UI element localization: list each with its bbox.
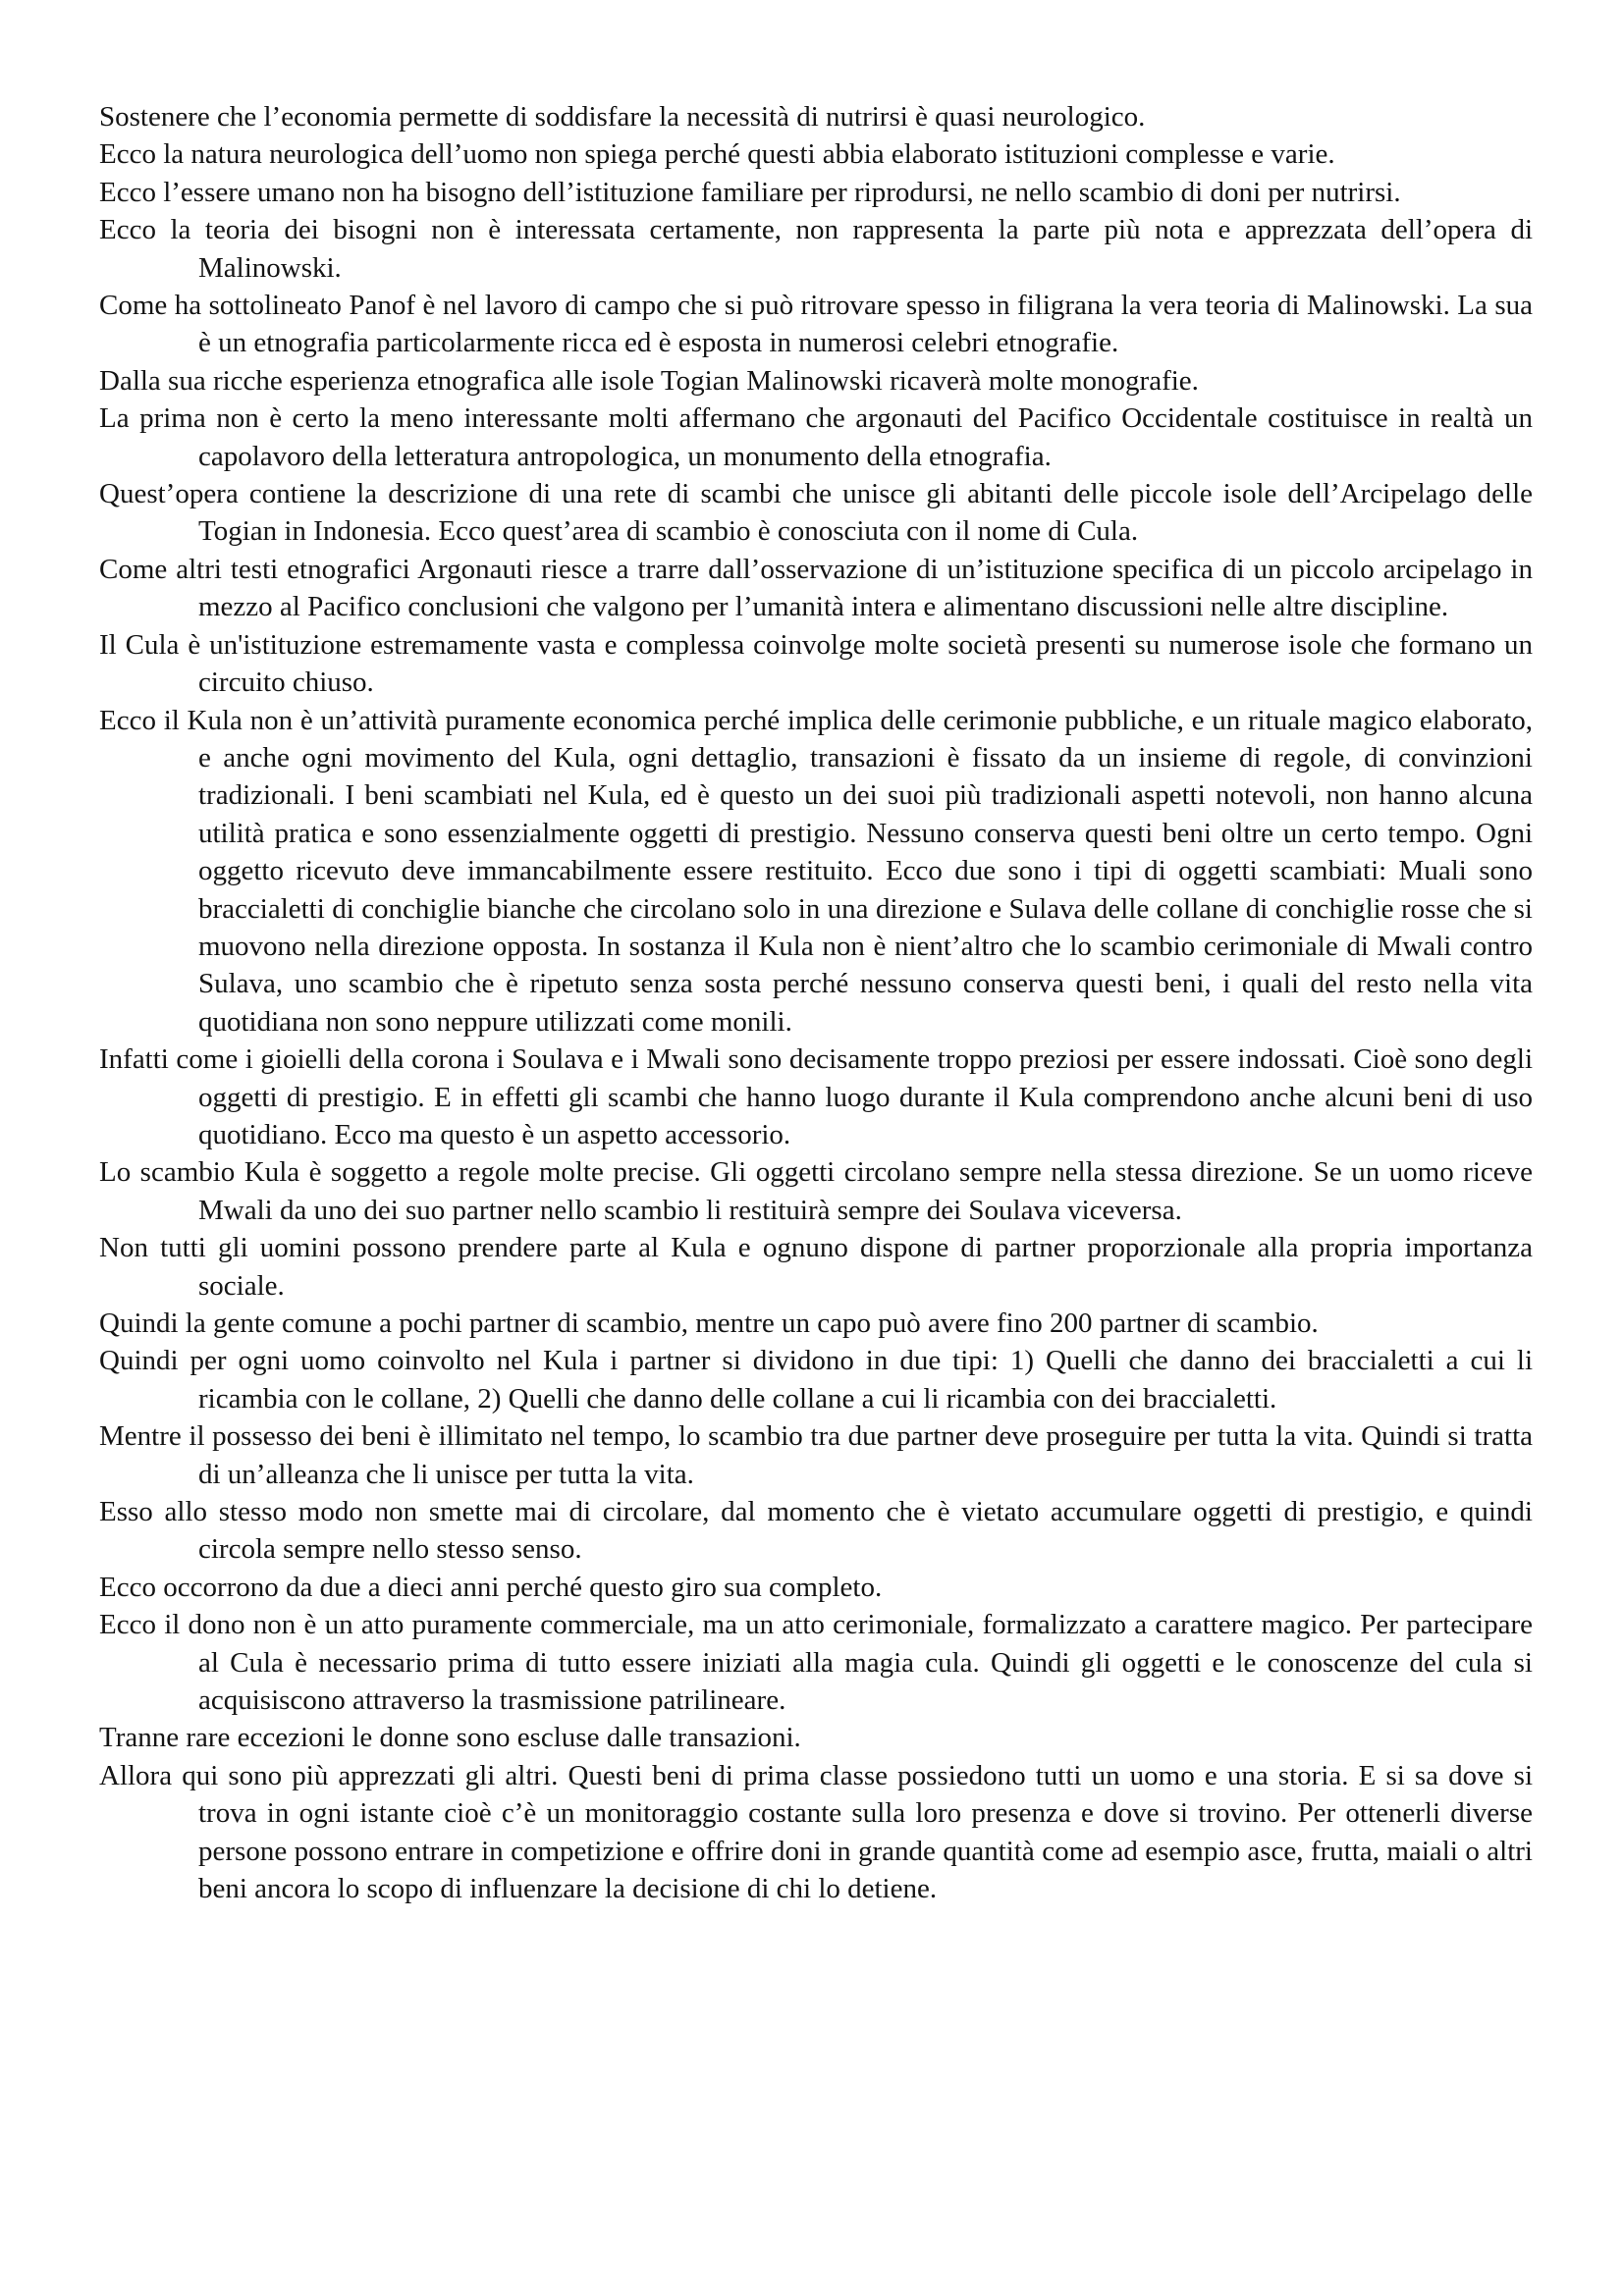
paragraph: Mentre il possesso dei beni è illimitato nel tempo, lo scambio tra due partner deve proseguire per tutta la vita. Quindi si tratta di un’alleanza che li unisce per tutta la vita. bbox=[99, 1420, 1533, 1490]
paragraph: Come altri testi etnografici Argonauti riesce a trarre dall’osservazione di un’istituzione specifica di un piccolo arcipelago in mezzo al Pacifico conclusioni che valgono per l’umanità intera e alimentano discussioni nelle altre discipline. bbox=[99, 553, 1533, 623]
paragraph: Ecco l’essere umano non ha bisogno dell’istituzione familiare per riprodursi, ne nello scambio di doni per nutrirsi. bbox=[99, 176, 1401, 208]
paragraph: Ecco la natura neurologica dell’uomo non spiega perché questi abbia elaborato istituzioni complesse e varie. bbox=[99, 138, 1335, 171]
paragraph: Dalla sua ricche esperienza etnografica alle isole Togian Malinowski ricaverà molte monografie. bbox=[99, 364, 1199, 397]
document-page bbox=[99, 98, 1533, 1908]
paragraph: Lo scambio Kula è soggetto a regole molte precise. Gli oggetti circolano sempre nella stessa direzione. Se un uomo riceve Mwali da uno dei suo partner nello scambio li restituirà sempre dei Soulava viceversa. bbox=[99, 1156, 1533, 1226]
paragraph: Non tutti gli uomini possono prendere parte al Kula e ognuno dispone di partner proporzionale alla propria importanza sociale. bbox=[99, 1232, 1533, 1302]
paragraph: La prima non è certo la meno interessante molti affermano che argonauti del Pacifico Occidentale costituisce in realtà un capolavoro della letteratura antropologica, un monumento della etnografia. bbox=[99, 402, 1533, 472]
paragraph: Quindi per ogni uomo coinvolto nel Kula i partner si dividono in due tipi: 1) Quelli che danno dei braccialetti a cui li ricambia con le collane, 2) Quelli che danno delle collane a cui li ricambia con dei braccialetti. bbox=[99, 1345, 1533, 1415]
paragraph: Sostenere che l’economia permette di soddisfare la necessità di nutrirsi è quasi neurologico. bbox=[99, 101, 1146, 133]
paragraph: Il Cula è un'istituzione estremamente vasta e complessa coinvolge molte società presenti su numerose isole che formano un circuito chiuso. bbox=[99, 628, 1533, 699]
paragraph: Infatti come i gioielli della corona i Soulava e i Mwali sono decisamente troppo preziosi per essere indossati. Cioè sono degli oggetti di prestigio. E in effetti gli scambi che hanno luogo durante il Kula comprendono anche alcuni beni di uso quotidiano. Ecco ma questo è un aspetto accessorio. bbox=[99, 1043, 1533, 1150]
paragraph: Ecco occorrono da due a dieci anni perché questo giro sua completo. bbox=[99, 1571, 883, 1603]
paragraph: Quest’opera contiene la descrizione di una rete di scambi che unisce gli abitanti delle piccole isole dell’Arcipelago delle Togian in Indonesia. Ecco quest’area di scambio è conosciuta con il nome di Cula. bbox=[99, 478, 1533, 548]
paragraph: Ecco la teoria dei bisogni non è interessata certamente, non rappresenta la parte più nota e apprezzata dell’opera di Malinowski. bbox=[99, 214, 1533, 284]
paragraph: Quindi la gente comune a pochi partner di scambio, mentre un capo può avere fino 200 partner di scambio. bbox=[99, 1308, 1319, 1339]
paragraph: Allora qui sono più apprezzati gli altri. Questi beni di prima classe possiedono tutti un uomo e una storia. E si sa dove si trova in ogni istante cioè c’è un monitoraggio costante sulla loro presenza e dove si trovino. Per ottenerli diverse persone possono entrare in competizione e offrire doni in grande quantità come ad esempio asce, frutta, maiali o altri beni ancora lo scopo di influenzare la decisione di chi lo detiene. bbox=[99, 1759, 1533, 1905]
paragraph: Come ha sottolineato Panof è nel lavoro di campo che si può ritrovare spesso in filigrana la vera teoria di Malinowski. La sua è un etnografia particolarmente ricca ed è esposta in numerosi celebri etnografie. bbox=[99, 290, 1533, 359]
paragraph: Ecco il Kula non è un’attività puramente economica perché implica delle cerimonie pubbliche, e un rituale magico elaborato, e anche ogni movimento del Kula, ogni dettaglio, transazioni è fissato da un insieme di regole, di convinzioni tradizionali. I beni scambiati nel Kula, ed è questo un dei suoi più tradizionali aspetti notevoli, non hanno alcuna utilità pratica e sono essenzialmente oggetti di prestigio. Nessuno conserva questi beni oltre un certo tempo. Ogni oggetto ricevuto deve immancabilmente essere restituito. Ecco due sono i tipi di oggetti scambiati: Muali sono braccialetti di conchiglie bianche che circolano solo in una direzione e Sulava delle collane di conchiglie rosse che si muovono nella direzione opposta. In sostanza il Kula non è nient’altro che lo scambio cerimoniale di Mwali contro Sulava, uno scambio che è ripetuto senza sosta perché nessuno conserva questi beni, i quali del resto nella vita quotidiana non sono neppure utilizzati come monili. bbox=[99, 704, 1533, 1038]
paragraph: Ecco il dono non è un atto puramente commerciale, ma un atto cerimoniale, formalizzato a carattere magico. Per partecipare al Cula è necessario prima di tutto essere iniziati alla magia cula. Quindi gli oggetti e le conoscenze del cula si acquisiscono attraverso la trasmissione patrilineare. bbox=[99, 1609, 1533, 1717]
paragraph: Esso allo stesso modo non smette mai di circolare, dal momento che è vietato accumulare oggetti di prestigio, e quindi circola sempre nello stesso senso. bbox=[99, 1496, 1533, 1566]
paragraph: Tranne rare eccezioni le donne sono escluse dalle transazioni. bbox=[99, 1722, 801, 1754]
